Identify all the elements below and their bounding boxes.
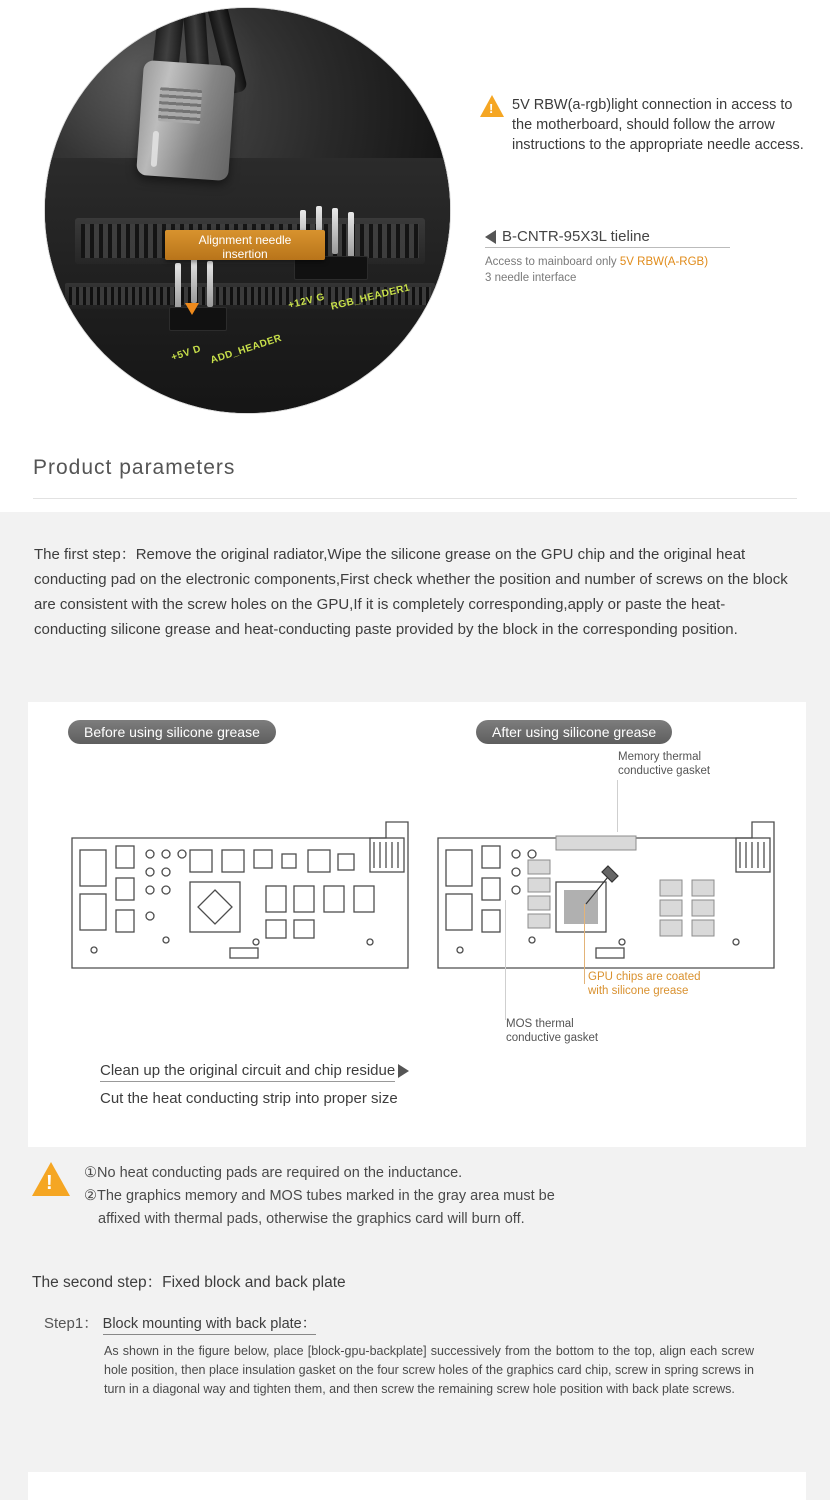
pill-after-grease: After using silicone grease [476, 720, 672, 744]
pin-label-5v: +5V D [170, 343, 203, 364]
warning-line-3: affixed with thermal pads, otherwise the graphics card will burn off. [98, 1211, 525, 1227]
caption-mos-gasket-l1: MOS thermal [506, 1018, 574, 1030]
card-bottom-captions [100, 1062, 520, 1107]
leader-mos [505, 900, 506, 1020]
pin-label-add-header: ADD_HEADER [209, 332, 284, 367]
step-two-heading: The second step：Fixed block and back plate [32, 1274, 346, 1291]
triangle-left-icon [485, 230, 496, 244]
step1-title: Block mounting with back plate： [103, 1316, 317, 1335]
caption-clean-circuit: Clean up the original circuit and chip residue [100, 1062, 395, 1082]
caption-gpu-grease [588, 970, 701, 998]
step1-body: As shown in the figure below, place [block-gpu-backplate] successively from the bottom to the top, align each screw hole position, then place insulation gasket on the four screw holes of the graphics card chip, screw in spring screws in turn in a diagonal way and tighten them, and then screw the remaining screw hole position with back plate screws. [104, 1344, 754, 1396]
top-warning-note [480, 95, 815, 155]
product-parameters-title: Product parameters [33, 456, 236, 479]
product-parameters-header [0, 440, 830, 512]
triangle-right-icon [398, 1064, 409, 1078]
leader-gpu [584, 904, 585, 984]
alignment-needle-badge [165, 230, 325, 260]
step-one-text: The first step：Remove the original radiator,Wipe the silicone grease on the GPU chip and the original heat conducting pad on the electronic components,First check whether the position and number of screws on the block are consistent with the screw holes on the GPU,If it is completely corresponding,apply or paste the heat-conducting silicone grease and heat-conducting paste provided by the block in the corresponding position. [34, 546, 788, 638]
instructions-body [0, 512, 830, 1500]
header-divider [33, 498, 797, 499]
warning-icon [480, 95, 504, 117]
tieline-block [485, 228, 825, 286]
caption-cut-strip: Cut the heat conducting strip into proper size [100, 1090, 398, 1107]
step-one-sub-block [44, 1312, 804, 1399]
caption-gpu-grease-l2: with silicone grease [588, 985, 689, 997]
pill-before-grease: Before using silicone grease [68, 720, 276, 744]
connector-photo [45, 8, 450, 413]
tieline-sub-line2: 3 needle interface [485, 272, 577, 284]
pin-label-rgb-header: RGB_HEADER1 [329, 282, 412, 313]
tieline-title: B-CNTR-95X3L tieline [502, 228, 650, 245]
gpu-diagram-before [70, 820, 410, 970]
gpu-diagram-after [436, 820, 776, 970]
caption-memory-gasket-l1: Memory thermal [618, 751, 702, 763]
pin-label-12v: +12V G [287, 291, 326, 312]
tieline-sub-highlight: 5V RBW(A-RGB) [619, 256, 709, 268]
alignment-badge-line1: Alignment needle [198, 233, 292, 247]
step1-label: Step1： [44, 1315, 99, 1332]
bottom-white-strip [28, 1472, 806, 1512]
caption-mos-gasket [506, 1017, 598, 1045]
caption-memory-gasket [618, 750, 710, 778]
diagram-card [28, 702, 806, 1147]
warning-icon-large [32, 1162, 70, 1196]
caption-memory-gasket-l2: conductive gasket [618, 765, 711, 777]
top-warning-text: 5V RBW(a-rgb)light connection in access to the motherboard, should follow the arrow instructions to the appropriate needle access. [512, 97, 804, 153]
photo-glare [45, 8, 265, 168]
leader-memory [617, 780, 618, 832]
tieline-sub-prefix: Access to mainboard only [485, 256, 620, 268]
warning-line-1: ①No heat conducting pads are required on the inductance. [84, 1165, 463, 1181]
motherboard-area [45, 158, 450, 413]
top-photo-section [0, 0, 830, 440]
caption-mos-gasket-l2: conductive gasket [506, 1032, 599, 1044]
warning-line-2: ②The graphics memory and MOS tubes marked in the gray area must be [84, 1188, 555, 1204]
alignment-badge-line2: insertion [222, 247, 268, 261]
insertion-arrow [185, 303, 199, 315]
thermal-pad-warning [32, 1162, 802, 1231]
caption-gpu-grease-l1: GPU chips are coated [588, 971, 701, 983]
